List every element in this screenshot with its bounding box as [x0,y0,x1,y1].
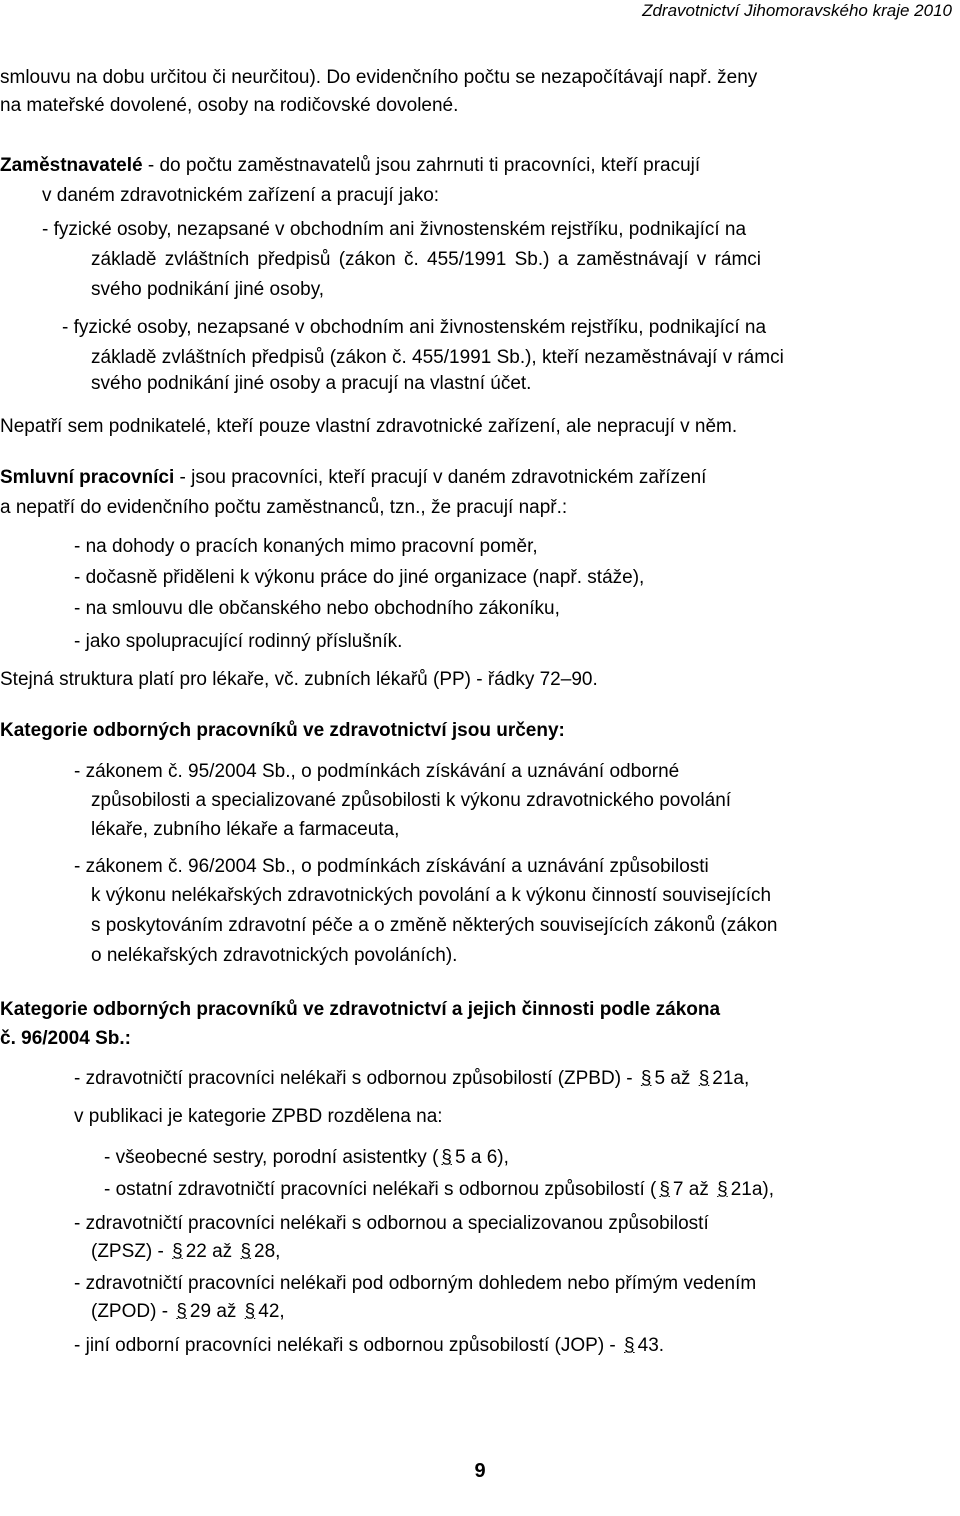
section-symbol: § [640,1068,652,1089]
paragraph-line: a nepatří do evidenčního počtu zaměstnanců, tzn., že pracují např.: [0,497,568,518]
list-item-line: způsobilosti a specializované způsobilosti k výkonu zdravotnického povolání [91,790,732,811]
note-line: Nepatří sem podnikatelé, kteří pouze vlastní zdravotnické zařízení, ale nepracují v něm. [0,416,738,437]
section-symbol: § [717,1179,728,1200]
definition-text: - jsou pracovníci, kteří pracují v daném zdravotnickém zařízení [174,467,707,488]
list-item-zpod: - zdravotničtí pracovníci nelékaři pod odborným dohledem nebo přímým vedením [74,1273,757,1294]
section-symbol: § [659,1179,670,1200]
note-line: Stejná struktura platí pro lékaře, vč. zubních lékařů (PP) - řádky 72–90. [0,669,598,690]
list-item-line: - fyzické osoby, nezapsané v obchodním ani živnostenském rejstříku, podnikající na [62,317,767,338]
list-item-line: základě zvláštních předpisů (zákon č. 455/1991 Sb.) a zaměstnávají v rámci [91,249,761,270]
list-item: - jako spolupracující rodinný příslušník. [74,631,403,652]
list-item: - dočasně přiděleni k výkonu práce do jiné organizace (např. stáže), [74,567,645,588]
list-item-zpbd: - zdravotničtí pracovníci nelékaři s odbornou způsobilostí (ZPBD) - § 5 až § 21a, [74,1068,750,1089]
section-symbol: § [176,1301,187,1322]
section-heading: Kategorie odborných pracovníků ve zdravotnictví a jejich činnosti podle zákona [0,999,721,1020]
list-item-zpsz: (ZPSZ) - § 22 až § 28, [91,1241,281,1262]
list-item-zpod: (ZPOD) - § 29 až § 42, [91,1301,285,1322]
list-item-sub: - všeobecné sestry, porodní asistentky ( § 5 a 6), [104,1147,509,1168]
term-employers: Zaměstnavatelé [0,155,143,176]
list-item-line: svého podnikání jiné osoby, [91,279,325,300]
section-heading: č. 96/2004 Sb.: [0,1028,131,1049]
list-item-jop: - jiní odborní pracovníci nelékaři s odbornou způsobilostí (JOP) - § 43. [74,1335,665,1356]
section-symbol: § [240,1241,252,1262]
list-item-line: k výkonu nelékařských zdravotnických povolání a k výkonu činností souvisejících [91,885,772,906]
paragraph-line: v publikaci je kategorie ZPBD rozdělena na: [74,1106,443,1127]
list-item-line: s poskytováním zdravotní péče a o změně některých souvisejících zákonů (zákon [91,915,778,936]
section-symbol: § [172,1241,183,1262]
list-item-line: - fyzické osoby, nezapsané v obchodním ani živnostenském rejstříku, podnikající na [42,219,747,240]
list-item-sub: - ostatní zdravotničtí pracovníci nelékaři s odbornou způsobilostí ( § 7 až § 21a), [104,1179,775,1200]
list-item-line: svého podnikání jiné osoby a pracují na vlastní účet. [91,373,532,394]
section-symbol: § [441,1147,452,1168]
term-contract-workers: Smluvní pracovníci [0,467,175,488]
list-item-line: o nelékařských zdravotnických povoláních). [91,945,458,966]
section-heading: Kategorie odborných pracovníků ve zdravotnictví jsou určeny: [0,720,565,741]
list-item-line: základě zvláštních předpisů (zákon č. 455/1991 Sb.), kteří nezaměstnávají v rámci [91,347,784,368]
section-symbol: § [624,1335,635,1356]
employers-definition [0,154,700,178]
contract-workers-definition [0,466,706,490]
paragraph-line: na mateřské dovolené, osoby na rodičovské dovolené. [0,95,459,116]
page-number: 9 [474,1460,486,1482]
running-header: Zdravotnictví Jihomoravského kraje 2010 [642,1,952,20]
list-item: - na dohody o pracích konaných mimo pracovní poměr, [74,536,538,557]
list-item-zpsz: - zdravotničtí pracovníci nelékaři s odbornou a specializovanou způsobilostí [74,1213,709,1234]
list-item: - na smlouvu dle občanského nebo obchodního zákoníku, [74,598,560,619]
list-item-line: - zákonem č. 95/2004 Sb., o podmínkách získávání a uznávání odborné [74,761,680,782]
list-item-line: - zákonem č. 96/2004 Sb., o podmínkách získávání a uznávání způsobilosti [74,856,709,877]
paragraph-line: v daném zdravotnickém zařízení a pracují jako: [42,185,440,206]
section-symbol: § [244,1301,256,1322]
section-symbol: § [698,1068,710,1089]
definition-text: - do počtu zaměstnavatelů jsou zahrnuti ti pracovníci, kteří pracují [142,155,701,176]
paragraph-line: smlouvu na dobu určitou či neurčitou). Do evidenčního počtu se nezapočítávají např. ženy [0,67,758,88]
list-item-line: lékaře, zubního lékaře a farmaceuta, [91,819,400,840]
